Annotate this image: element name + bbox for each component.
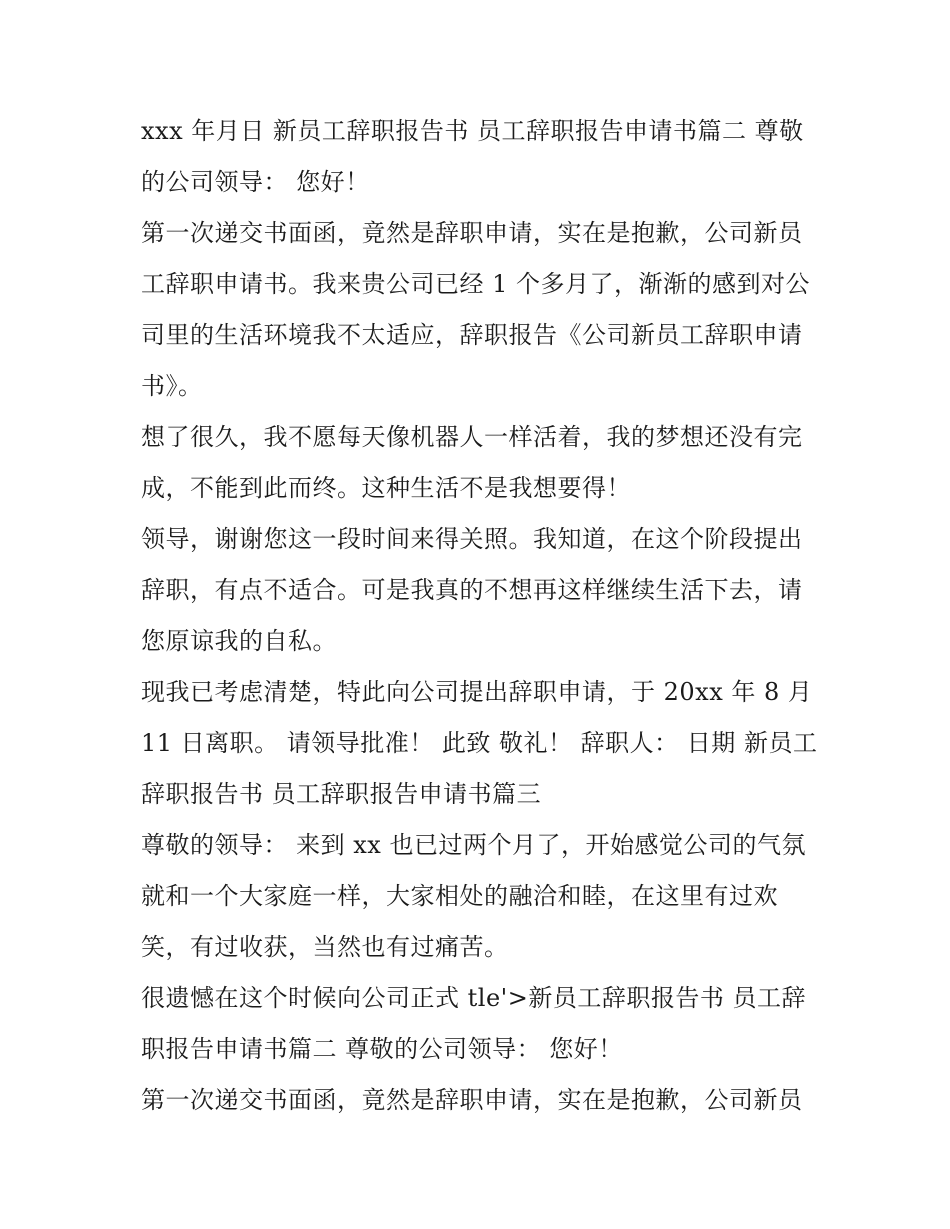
paragraph-6: 尊敬的领导： 来到 xx 也已过两个月了，开始感觉公司的气氛就和一个大家庭一样，大家相处的融洽和睦，在这里有过欢笑，有过收获，当然也有过痛苦。 [141, 831, 806, 961]
paragraph-2: 第一次递交书面函，竟然是辞职申请，实在是抱歉，公司新员工辞职申请书。我来贵公司已经 1 个多月了，渐渐的感到对公司里的生活环境我不太适应，辞职报告《公司新员工辞职申请书》。 [141, 219, 811, 400]
paragraph-3: 想了很久，我不愿每天像机器人一样活着，我的梦想还没有完成，不能到此而终。这种生活不是我想要得！ [141, 423, 803, 502]
paragraph-1: xxx 年月日 新员工辞职报告书 员工辞职报告申请书篇二 尊敬的公司领导： 您好！ [141, 117, 804, 196]
paragraph-4: 领导，谢谢您这一段时间来得关照。我知道，在这个阶段提出辞职，有点不适合。可是我真的不想再这样继续生活下去，请您原谅我的自私。 [141, 525, 803, 655]
paragraph-8: 第一次递交书面函，竟然是辞职申请，实在是抱歉，公司新员 [141, 1086, 803, 1114]
document-body [141, 106, 821, 1126]
paragraph-5: 现我已考虑清楚，特此向公司提出辞职申请，于 20xx 年 8 月 11 日离职。 请领导批准！ 此致 敬礼！ 辞职人： 日期 新员工辞职报告书 员工辞职报告申请书篇三 [141, 678, 818, 808]
paragraph-7: 很遗憾在这个时候向公司正式 tle'>新员工辞职报告书 员工辞职报告申请书篇二 尊敬的公司领导： 您好！ [141, 984, 806, 1063]
